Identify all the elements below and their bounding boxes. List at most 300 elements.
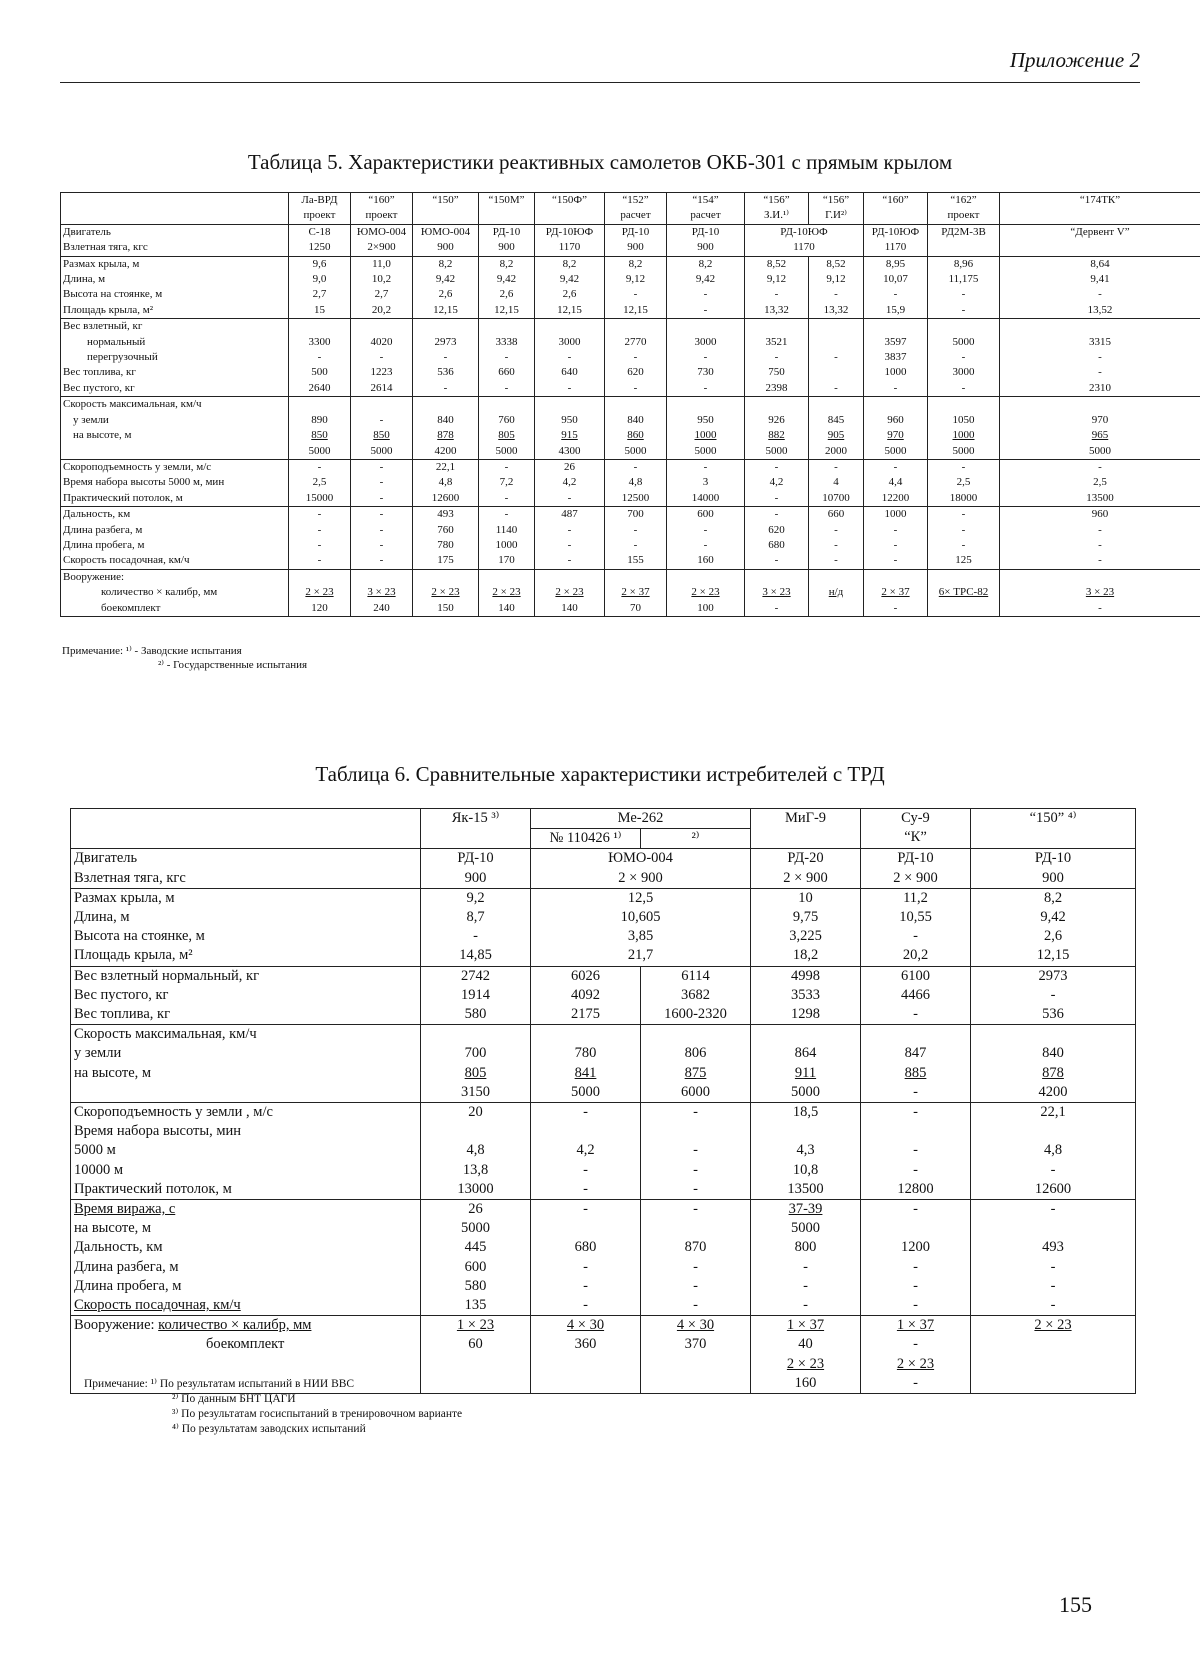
t5-cell: - [605, 381, 667, 397]
t5-col-name: “174ТК” [1000, 193, 1200, 209]
t5-range-3 [61, 553, 1200, 569]
t5-cell [809, 569, 864, 585]
t5-cell: 3837 [864, 350, 928, 365]
t6-cell: РД-10 [971, 849, 1136, 869]
t6-cell: 780 [531, 1044, 641, 1063]
t6-cell: 4466 [861, 986, 971, 1005]
t6-cell: 40 [751, 1335, 861, 1354]
t5-cell: 915 [535, 428, 605, 443]
header-label: Приложение 2 [1009, 48, 1140, 72]
t5-cell: 4,4 [864, 475, 928, 490]
t5-cell: 5000 [1000, 444, 1200, 460]
t5-label: перегрузочный [61, 350, 289, 365]
t5-cell: 8,2 [479, 256, 535, 272]
t6-cell: 10,8 [751, 1161, 861, 1180]
t6-label: боекомплект [71, 1335, 421, 1354]
t5-cell: 15 [289, 303, 351, 319]
t6-cell: 2742 [421, 966, 531, 986]
t5-cell: 2614 [351, 381, 413, 397]
t6-row-ceiling [71, 1180, 1136, 1200]
t5-cell: 8,2 [605, 256, 667, 272]
t6-cell: 580 [421, 1277, 531, 1296]
t5-cell: 2 × 23 [479, 585, 535, 600]
t6-cell [971, 1025, 1136, 1045]
t5-cell: 1170 [864, 240, 928, 256]
t5-speed-0 [61, 397, 1200, 413]
t5-cell: 3 × 23 [745, 585, 809, 600]
t5-cell: 2 × 23 [667, 585, 745, 600]
t5-climb-0 [61, 459, 1200, 475]
t5-cell: 660 [809, 507, 864, 523]
t5-cell: 1000 [928, 428, 1000, 443]
t6-row-range [71, 1238, 1136, 1257]
t5-cell: 3315 [1000, 335, 1200, 350]
t6-cell: - [641, 1258, 751, 1277]
t6-cell: - [861, 1103, 971, 1123]
t6-cell: 360 [531, 1335, 641, 1354]
t5-cell [864, 319, 928, 335]
t5-cell: 760 [413, 523, 479, 538]
t6-label: Вес пустого, кг [71, 986, 421, 1005]
t6-cell: 21,7 [531, 946, 751, 966]
t6-cell: - [641, 1277, 751, 1296]
t6-label: Скороподъемность у земли , м/с [71, 1103, 421, 1123]
t6-cell: 2 × 900 [861, 869, 971, 889]
t5-cell: 7,2 [479, 475, 535, 490]
t6-cell: 864 [751, 1044, 861, 1063]
t5-weight-2 [61, 350, 1200, 365]
t5-col-sub [535, 208, 605, 224]
t5-cell: 4,2 [535, 475, 605, 490]
t5-cell: - [745, 507, 809, 523]
t6-cell: 4200 [971, 1083, 1136, 1103]
t6-cell: 10 [751, 888, 861, 908]
t6-cell: 12,5 [531, 888, 751, 908]
t6-cell: 878 [971, 1064, 1136, 1083]
t6-row-wfuel [71, 1005, 1136, 1025]
t6-label: Длина пробега, м [71, 1277, 421, 1296]
t6-header-row [71, 809, 1136, 829]
t5-cell: 15000 [289, 491, 351, 507]
t5-cell: 10,07 [864, 272, 928, 287]
t6-cell: - [861, 1200, 971, 1220]
t6-label: Скорость посадочная, км/ч [71, 1296, 421, 1316]
t6-row-wempty [71, 986, 1136, 1005]
t5-cell: 926 [745, 413, 809, 428]
t5-col-name: “150Ф” [535, 193, 605, 209]
t5-cell [809, 365, 864, 380]
t5-cell: 13,32 [809, 303, 864, 319]
t6-cell: 445 [421, 1238, 531, 1257]
t6-cell: - [641, 1180, 751, 1200]
t6-row-alt [71, 1083, 1136, 1103]
t6-cell: 4092 [531, 986, 641, 1005]
t6-cell: 26 [421, 1200, 531, 1220]
t5-col-name: “152” [605, 193, 667, 209]
t6-cell: 20 [421, 1103, 531, 1123]
t5-cell: 12,15 [479, 303, 535, 319]
t5-cell: 2770 [605, 335, 667, 350]
t5-cell: 1170 [535, 240, 605, 256]
t6-label: Практический потолок, м [71, 1180, 421, 1200]
t6-cell: 160 [751, 1374, 861, 1394]
t5-cell [479, 397, 535, 413]
t5-header-sub-row [61, 208, 1200, 224]
t5-cell: 640 [535, 365, 605, 380]
t6-cell: 9,75 [751, 908, 861, 927]
t5-range-0 [61, 507, 1200, 523]
t5-weight-3 [61, 365, 1200, 380]
t6-arm-qty-label: количество × калибр, мм [158, 1317, 312, 1334]
t6-cell: 2 × 900 [751, 869, 861, 889]
t5-cell: 12,15 [413, 303, 479, 319]
t6-cell: 2175 [531, 1005, 641, 1025]
t6-cell: - [971, 1161, 1136, 1180]
t5-cell [605, 319, 667, 335]
t5-cell: ЮМО-004 [413, 224, 479, 240]
t5-cell: 900 [605, 240, 667, 256]
t5-cell: - [667, 459, 745, 475]
t5-cell: 160 [667, 553, 745, 569]
t5-cell: - [535, 491, 605, 507]
t5-cell: 840 [605, 413, 667, 428]
t5-cell: - [864, 459, 928, 475]
t5-cell [605, 397, 667, 413]
t6-cell [751, 1025, 861, 1045]
t5-label: нормальный [61, 335, 289, 350]
t6-row-t5000 [71, 1141, 1136, 1160]
t5-corner [61, 193, 289, 209]
t5-cell: 11,0 [351, 256, 413, 272]
t6-cell: 1 × 37 [861, 1316, 971, 1336]
t5-cell: 12500 [605, 491, 667, 507]
t5-cell: 1000 [864, 507, 928, 523]
t6-row-climb [71, 1103, 1136, 1123]
t6-cell: 847 [861, 1044, 971, 1063]
t6-cell [421, 1025, 531, 1045]
t6-row-speed [71, 1025, 1136, 1045]
t6-label: Время набора высоты, мин [71, 1122, 421, 1141]
t6-cell [531, 1219, 641, 1238]
t6-cell: РД-10 [861, 849, 971, 869]
t5-cell: - [864, 523, 928, 538]
t6-cell: 700 [421, 1044, 531, 1063]
running-header [60, 42, 1140, 83]
t5-cell: 8,2 [667, 256, 745, 272]
t6-cell [751, 1122, 861, 1141]
t5-cell: - [1000, 365, 1200, 380]
t6-cell [971, 1219, 1136, 1238]
t5-col-sub: проект [928, 208, 1000, 224]
t5-cell: - [809, 459, 864, 475]
t5-cell [535, 319, 605, 335]
t5-cell: 100 [667, 601, 745, 617]
t5-label: Скорость максимальная, км/ч [61, 397, 289, 413]
t6-cell: 536 [971, 1005, 1136, 1025]
t6-cell: 6100 [861, 966, 971, 986]
table6-notes [84, 1377, 462, 1437]
t5-cell: 2 × 23 [289, 585, 351, 600]
t5-speed-3 [61, 444, 1200, 460]
t5-cell: 140 [479, 601, 535, 617]
t5-col-sub: проект [351, 208, 413, 224]
t5-cell [351, 319, 413, 335]
note-line: ³⁾ По результатам госиспытаний в тренировочном варианте [172, 1408, 463, 1420]
t6-cell [971, 1335, 1136, 1354]
t6-cell: 4998 [751, 966, 861, 986]
t6-col-su-name: Су-9 [901, 810, 930, 826]
t6-cell: - [861, 1258, 971, 1277]
t5-cell: 12600 [413, 491, 479, 507]
t5-label: Вес взлетный, кг [61, 319, 289, 335]
t6-row-climbtime [71, 1122, 1136, 1141]
t5-cell: 5000 [864, 444, 928, 460]
t6-cell: 3,225 [751, 927, 861, 946]
t5-cell: 3000 [928, 365, 1000, 380]
t6-cell [971, 1355, 1136, 1374]
t5-cell: 840 [413, 413, 479, 428]
t5-label: у земли [61, 413, 289, 428]
t5-cell: 3597 [864, 335, 928, 350]
t6-label [71, 1355, 421, 1374]
t5-cell: - [351, 475, 413, 490]
t5-label: Вес пустого, кг [61, 381, 289, 397]
t5-label: Взлетная тяга, кгс [61, 240, 289, 256]
t5-cell [864, 569, 928, 585]
t6-cell: - [971, 1277, 1136, 1296]
t6-cell [861, 1335, 971, 1354]
note-prefix: Примечание: [84, 1378, 148, 1390]
t5-col-sub: расчет [605, 208, 667, 224]
note-line: ¹⁾ По результатам испытаний в НИИ ВВС [150, 1378, 355, 1390]
t5-row-engine [61, 224, 1200, 240]
note-prefix: Примечание: [62, 645, 124, 657]
t5-cell: - [809, 287, 864, 302]
t5-cell: 9,42 [413, 272, 479, 287]
t6-label: Время виража, с [71, 1200, 421, 1220]
t6-cell: 370 [641, 1335, 751, 1354]
t5-cell: 8,2 [535, 256, 605, 272]
t6-cell: 13,8 [421, 1161, 531, 1180]
t5-cell: 850 [289, 428, 351, 443]
t5-cell: 950 [535, 413, 605, 428]
t6-cell: 900 [971, 869, 1136, 889]
t5-cell: - [479, 381, 535, 397]
t5-cell: РД-10ЮФ [535, 224, 605, 240]
t5-climb-1 [61, 475, 1200, 490]
t5-col-sub: З.И.¹⁾ [745, 208, 809, 224]
t6-cell: - [861, 1161, 971, 1180]
t5-cell: - [413, 350, 479, 365]
t5-label: Скорость посадочная, км/ч [61, 553, 289, 569]
t5-weight-4 [61, 381, 1200, 397]
t5-cell: РД-10ЮФ [864, 224, 928, 240]
t5-cell: 150 [413, 601, 479, 617]
t5-cell: - [1000, 350, 1200, 365]
t5-row-thrust [61, 240, 1200, 256]
t5-cell: - [667, 303, 745, 319]
t5-cell [605, 569, 667, 585]
t5-cell: 2 × 23 [535, 585, 605, 600]
t6-cell: - [861, 1296, 971, 1316]
t5-cell: - [809, 523, 864, 538]
t6-col-me1: № 110426 ¹⁾ [531, 829, 641, 849]
t6-arm-label: Вооружение: [74, 1317, 155, 1334]
t5-cell [745, 569, 809, 585]
t5-cell: 2,5 [289, 475, 351, 490]
t5-label: Длина, м [61, 272, 289, 287]
t5-cell: - [667, 350, 745, 365]
t5-col-name: “150” [413, 193, 479, 209]
t5-label: Двигатель [61, 224, 289, 240]
t5-cell: 900 [413, 240, 479, 256]
t5-cell [1000, 240, 1200, 256]
t5-cell: 1000 [864, 365, 928, 380]
t6-row-height [71, 927, 1136, 946]
t5-cell: 8,52 [745, 256, 809, 272]
t6-cell: 9,42 [971, 908, 1136, 927]
t5-cell: - [928, 538, 1000, 553]
t5-label: Площадь крыла, м² [61, 303, 289, 319]
t5-cell: - [1000, 459, 1200, 475]
t5-cell: 2000 [809, 444, 864, 460]
t5-cell: - [479, 491, 535, 507]
table5-title: Таблица 5. Характеристики реактивных самолетов ОКБ-301 с прямым крылом [247, 150, 953, 174]
t5-cell: 3338 [479, 335, 535, 350]
t6-cell [971, 1374, 1136, 1394]
t5-cell: - [667, 381, 745, 397]
t6-row-ammo [71, 1335, 1136, 1354]
t5-cell [351, 569, 413, 585]
table5 [60, 192, 1200, 617]
t5-cell: - [351, 491, 413, 507]
t5-cell [479, 319, 535, 335]
t5-range-2 [61, 538, 1200, 553]
t6-cell: 3150 [421, 1083, 531, 1103]
t5-cell: 960 [1000, 507, 1200, 523]
t5-cell: - [479, 507, 535, 523]
t6-cell: 2,6 [971, 927, 1136, 946]
t6-cell: 1 × 23 [421, 1316, 531, 1336]
t5-col-sub [1000, 208, 1200, 224]
t5-cell: РД-10 [667, 224, 745, 240]
t5-cell [289, 319, 351, 335]
t6-row-thrust [71, 869, 1136, 889]
t5-cell: 3 × 23 [351, 585, 413, 600]
t5-cell: 780 [413, 538, 479, 553]
t5-range-1 [61, 523, 1200, 538]
t6-cell: - [971, 1258, 1136, 1277]
t6-cell [641, 1219, 751, 1238]
t5-cell: - [864, 287, 928, 302]
t5-label: количество × калибр, мм [61, 585, 289, 600]
t5-cell: 493 [413, 507, 479, 523]
t5-cell: 9,42 [535, 272, 605, 287]
t5-label: Длина разбега, м [61, 523, 289, 538]
t5-cell: - [289, 538, 351, 553]
t5-cell: - [289, 553, 351, 569]
t5-cell: 12,15 [605, 303, 667, 319]
t5-cell: 14000 [667, 491, 745, 507]
t5-label: Время набора высоты 5000 м, мин [61, 475, 289, 490]
t5-cell: 5000 [928, 444, 1000, 460]
t6-cell: - [751, 1258, 861, 1277]
note-line: ²⁾ По данным БНТ ЦАГИ [172, 1393, 296, 1405]
t6-col-su [861, 809, 971, 849]
t6-cell: 10,605 [531, 908, 751, 927]
t5-cell: - [809, 350, 864, 365]
t6-row-vground [71, 1044, 1136, 1063]
t5-cell: 15,9 [864, 303, 928, 319]
t5-cell: - [745, 287, 809, 302]
t5-cell: - [928, 350, 1000, 365]
t6-cell: 2 × 23 [971, 1316, 1136, 1336]
t5-cell: 700 [605, 507, 667, 523]
t5-cell: - [351, 507, 413, 523]
t5-label: боекомплект [61, 601, 289, 617]
t6-cell: 8,2 [971, 888, 1136, 908]
t5-cell [667, 319, 745, 335]
t5-col-name: “154” [667, 193, 745, 209]
t6-cell [641, 1374, 751, 1394]
t5-cell: 3 × 23 [1000, 585, 1200, 600]
t5-label: Практический потолок, м [61, 491, 289, 507]
t5-cell: - [928, 287, 1000, 302]
t5-arm-0 [61, 569, 1200, 585]
t6-cell: 4 × 30 [641, 1316, 751, 1336]
t6-row-valt [71, 1064, 1136, 1083]
note-line: ¹⁾ - Заводские испытания [125, 645, 242, 657]
t5-cell: 5000 [667, 444, 745, 460]
t5-cell: 620 [745, 523, 809, 538]
t5-cell: 900 [667, 240, 745, 256]
t5-weight-0 [61, 319, 1200, 335]
t5-weight-1 [61, 335, 1200, 350]
t5-cell: - [351, 538, 413, 553]
t5-cell: - [605, 350, 667, 365]
t5-cell: 9,42 [667, 272, 745, 287]
t5-cell [928, 319, 1000, 335]
t5-cell: 500 [289, 365, 351, 380]
t6-cell: 20,2 [861, 946, 971, 966]
t5-cell: 6× ТРС-82 [928, 585, 1000, 600]
t5-cell: 2 × 37 [605, 585, 667, 600]
t6-cell: 580 [421, 1005, 531, 1025]
t5-cell: - [535, 553, 605, 569]
t5-cell: 2,7 [351, 287, 413, 302]
note-line: ²⁾ - Государственные испытания [158, 659, 308, 671]
t6-cell: - [861, 1005, 971, 1025]
t6-cell: 6026 [531, 966, 641, 986]
t5-cell: 2,6 [413, 287, 479, 302]
t5-cell: - [1000, 538, 1200, 553]
t6-cell [641, 1355, 751, 1374]
t6-cell: - [531, 1200, 641, 1220]
t5-cell: 140 [535, 601, 605, 617]
t6-cell: - [641, 1161, 751, 1180]
t5-label: Скороподъемность у земли, м/с [61, 459, 289, 475]
t5-cell: 3000 [667, 335, 745, 350]
t5-cell: - [745, 491, 809, 507]
t6-cell [531, 1355, 641, 1374]
t6-cell: РД-20 [751, 849, 861, 869]
t5-cell: 2398 [745, 381, 809, 397]
t5-cell: 9,41 [1000, 272, 1200, 287]
t5-col-name: “156” [745, 193, 809, 209]
t6-cell: 911 [751, 1064, 861, 1083]
t5-cell: 8,2 [413, 256, 479, 272]
t5-cell: 850 [351, 428, 413, 443]
